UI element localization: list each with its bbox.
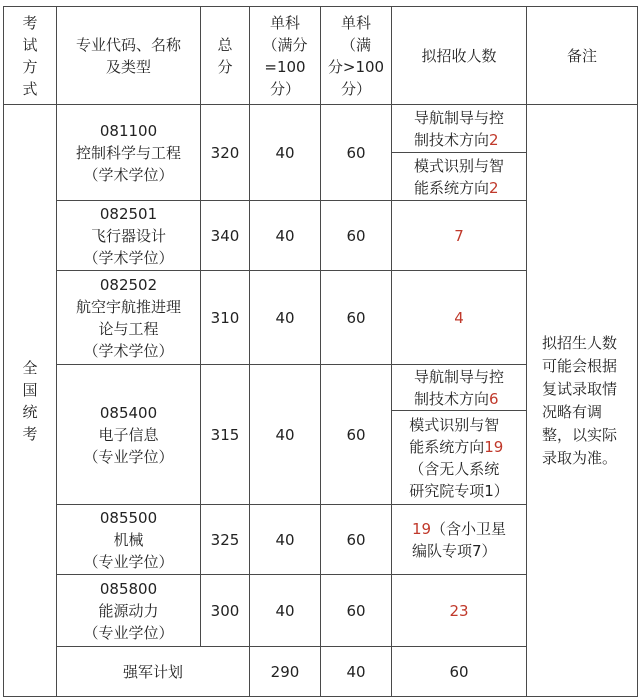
major-name: 控制科学与工程 [75,143,181,162]
remarks-cell [527,105,638,697]
quota-number: 19 [484,437,504,456]
major-name: 航空宇航推进理 [75,297,181,316]
major-name: 机械 [113,530,144,549]
total-score: 325 [201,505,250,575]
quota-text: 制技术方向 [413,130,489,149]
quota-cell [392,505,527,575]
quota-cell [392,365,527,411]
single-gt100-score: 60 [321,201,392,271]
quota-text: 制技术方向 [413,389,489,408]
major-cell [57,201,201,271]
major-cell [57,505,201,575]
major-code: 082502 [99,275,158,294]
header-quota: 拟招收人数 [392,7,527,105]
total-score: 300 [201,575,250,647]
quota-text: 能系统方向 [409,437,485,456]
quota-text: 模式识别与智 [413,156,504,175]
quota-number: 4 [392,271,527,365]
major-code: 085400 [99,403,158,422]
header-major-line1: 专业代码、名称 [75,35,181,54]
major-code: 082501 [99,204,158,223]
single-100-score: 40 [250,201,321,271]
major-cell [57,575,201,647]
header-sgt-line2: （满 [340,35,371,54]
major-type: （学术学位） [83,165,174,184]
quota-number: 23 [392,575,527,647]
major-type: （学术学位） [83,341,174,360]
quota-number: 6 [489,389,499,408]
quota-extra: 编队专项7） [411,541,497,560]
quota-number: 2 [489,178,499,197]
quota-extra: （含小卫星 [431,519,507,538]
single-100-score: 40 [250,365,321,505]
exam-mode-text: 全国统考 [22,358,38,443]
major-name: 飞行器设计 [90,226,166,245]
header-total [201,7,250,105]
quota-text: 能系统方向 [413,178,489,197]
single-100-score: 40 [250,105,321,201]
header-exam-mode [4,7,57,105]
header-s100-line2: （满分 [262,35,308,54]
exam-mode-cell [4,105,57,697]
admissions-table [3,6,638,697]
header-sgt-line1: 单科 [340,13,371,32]
quota-text: 导航制导与控 [413,108,504,127]
header-s100-line1: 单科 [269,13,300,32]
header-major-line2: 及类型 [105,57,151,76]
quota-number: 7 [392,201,527,271]
quota-extra: （含无人系统 [409,459,500,478]
header-s100-line3: =100 [264,57,306,76]
remarks-text: 拟招生人数可能会根据复试录取情况略有调整，以实际录取为准。 [542,333,618,467]
single-gt100-score: 60 [321,271,392,365]
major-type: （学术学位） [83,248,174,267]
header-total-line1: 总 [217,35,233,54]
single-gt100-score: 60 [321,505,392,575]
major-cell [57,365,201,505]
single-100-score: 40 [321,647,392,697]
total-score: 290 [250,647,321,697]
table-row [4,105,638,153]
single-100-score: 40 [250,575,321,647]
major-cell [57,271,201,365]
total-score: 315 [201,365,250,505]
single-100-score: 40 [250,505,321,575]
major-type: （专业学位） [83,447,174,466]
quota-cell [392,105,527,153]
header-row [4,7,638,105]
header-exam-mode-text: 考试方式 [22,13,38,98]
header-major [57,7,201,105]
single-gt100-score: 60 [321,105,392,201]
single-gt100-score: 60 [392,647,527,697]
major-type: （专业学位） [83,552,174,571]
single-gt100-score: 60 [321,365,392,505]
header-sgt-line3: 分>100 [327,57,385,76]
major-code: 085500 [99,508,158,527]
quota-text: 模式识别与智 [409,415,500,434]
total-score: 340 [201,201,250,271]
major-code: 085800 [99,579,158,598]
header-total-line2: 分 [217,57,233,76]
header-s100-line4: 分） [269,79,300,98]
quota-text: 导航制导与控 [413,367,504,386]
header-remarks: 备注 [527,7,638,105]
single-gt100-score: 60 [321,575,392,647]
major-name: 电子信息 [98,425,159,444]
header-sgt-line4: 分） [340,79,371,98]
header-single-gt100 [321,7,392,105]
total-score: 320 [201,105,250,201]
single-100-score: 40 [250,271,321,365]
quota-number: 19 [411,519,432,538]
quota-number: 2 [489,130,499,149]
quota-cell [392,411,527,505]
major-name-line2: 论与工程 [98,319,159,338]
quota-extra: 研究院专项1） [409,481,509,500]
major-code: 081100 [99,121,158,140]
total-score: 310 [201,271,250,365]
header-single-100 [250,7,321,105]
special-plan-label: 强军计划 [57,647,250,697]
quota-cell [392,153,527,201]
major-type: （专业学位） [83,623,174,642]
major-cell [57,105,201,201]
major-name: 能源动力 [98,601,159,620]
